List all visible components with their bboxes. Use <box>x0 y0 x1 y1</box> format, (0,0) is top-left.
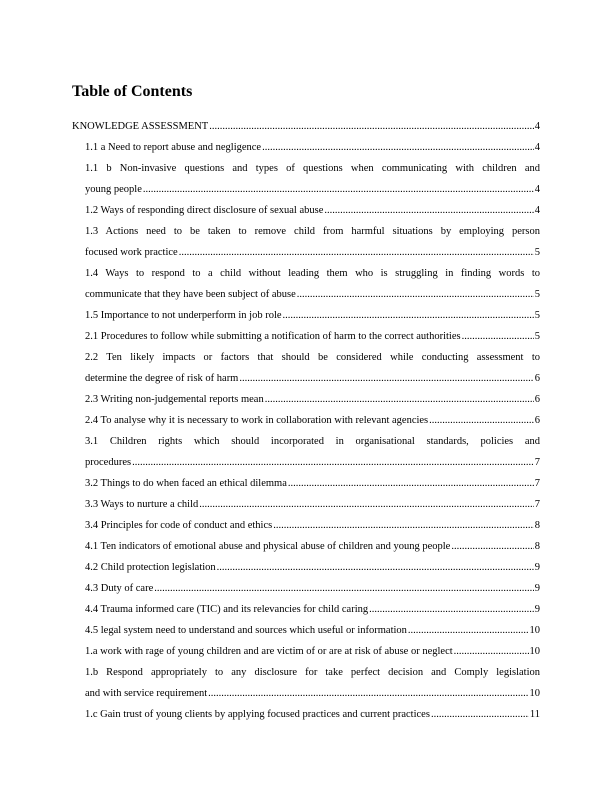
toc-entry[interactable] <box>72 536 540 557</box>
page <box>72 82 540 725</box>
toc-entry-page: 5 <box>534 289 540 300</box>
toc-entry-page: 4 <box>534 142 540 153</box>
toc-entry-page: 4 <box>534 121 540 132</box>
toc-entry-text: 1.a work with rage of young children and are victim of or are at risk of abuse or neglect <box>85 646 453 657</box>
toc-entry-page: 8 <box>534 520 540 531</box>
toc-entry[interactable] <box>72 158 540 200</box>
toc-entry-text: 4.2 Child protection legislation <box>85 562 216 573</box>
dot-leader <box>408 620 529 641</box>
toc-entry[interactable] <box>72 431 540 473</box>
toc-entry-text: 4.4 Trauma informed care (TIC) and its relevancies for child caring <box>85 604 369 615</box>
toc-entry-page: 5 <box>534 247 540 258</box>
dot-leader <box>273 515 534 536</box>
dot-leader <box>265 389 534 410</box>
toc-entry-page: 10 <box>529 688 540 699</box>
toc-entry[interactable] <box>72 305 540 326</box>
toc-entry[interactable] <box>72 347 540 389</box>
toc-entry-page: 11 <box>529 709 540 720</box>
dot-leader <box>431 704 529 725</box>
toc-entry-text-line: 2.2 Ten likely impacts or factors that should be considered while conducting assessment to <box>85 352 540 363</box>
toc-entry-text: 2.1 Procedures to follow while submitting a notification of harm to the correct authorities <box>85 331 461 342</box>
toc-entry-text: 3.3 Ways to nurture a child <box>85 499 199 510</box>
toc-entry-text: 1.c Gain trust of young clients by applying focused practices and current practices <box>85 709 430 720</box>
toc-entry-text: KNOWLEDGE ASSESSMENT <box>72 121 209 132</box>
toc-list <box>72 116 540 725</box>
toc-entry-page: 6 <box>534 394 540 405</box>
toc-entry-page: 7 <box>534 478 540 489</box>
dot-leader <box>209 116 534 137</box>
dot-leader <box>208 683 528 704</box>
toc-entry-page: 7 <box>534 499 540 510</box>
toc-entry[interactable] <box>72 494 540 515</box>
toc-entry-page: 8 <box>534 541 540 552</box>
toc-entry-page: 4 <box>534 184 540 195</box>
toc-entry[interactable] <box>72 515 540 536</box>
toc-entry[interactable] <box>72 116 540 137</box>
toc-entry-text: determine the degree of risk of harm <box>85 373 239 384</box>
toc-entry[interactable] <box>72 557 540 578</box>
toc-entry-text-line: 1.3 Actions need to be taken to remove child from harmful situations by employing person <box>85 226 540 237</box>
toc-entry-text: 3.2 Things to do when faced an ethical dilemma <box>85 478 287 489</box>
toc-entry-text: focused work practice <box>85 247 178 258</box>
toc-entry[interactable] <box>72 599 540 620</box>
toc-entry[interactable] <box>72 578 540 599</box>
dot-leader <box>143 179 534 200</box>
dot-leader <box>451 536 533 557</box>
toc-entry-text: communicate that they have been subject of abuse <box>85 289 296 300</box>
dot-leader <box>454 641 529 662</box>
toc-entry-page: 4 <box>534 205 540 216</box>
toc-entry[interactable] <box>72 662 540 704</box>
toc-entry-page: 9 <box>534 604 540 615</box>
dot-leader <box>262 137 534 158</box>
dot-leader <box>239 368 533 389</box>
toc-entry-text-line: 1.1 b Non-invasive questions and types of questions when communicating with children and <box>85 163 540 174</box>
toc-entry-page: 9 <box>534 562 540 573</box>
dot-leader <box>132 452 534 473</box>
toc-entry-page: 6 <box>534 373 540 384</box>
toc-entry-page: 10 <box>529 625 540 636</box>
dot-leader <box>283 305 534 326</box>
toc-entry[interactable] <box>72 326 540 347</box>
toc-entry-text: young people <box>85 184 142 195</box>
toc-entry-text: 3.4 Principles for code of conduct and ethics <box>85 520 273 531</box>
toc-entry-text: 4.1 Ten indicators of emotional abuse and physical abuse of children and young people <box>85 541 451 552</box>
toc-entry-page: 6 <box>534 415 540 426</box>
toc-entry[interactable] <box>72 200 540 221</box>
dot-leader <box>324 200 533 221</box>
toc-entry-text: 1.5 Importance to not underperform in job role <box>85 310 282 321</box>
toc-entry[interactable] <box>72 410 540 431</box>
dot-leader <box>154 578 534 599</box>
toc-entry-text: procedures <box>85 457 132 468</box>
dot-leader <box>217 557 534 578</box>
toc-entry[interactable] <box>72 221 540 263</box>
toc-entry-page: 5 <box>534 331 540 342</box>
toc-entry-text: 2.4 To analyse why it is necessary to work in collaboration with relevant agencies <box>85 415 429 426</box>
toc-entry[interactable] <box>72 473 540 494</box>
toc-entry-page: 9 <box>534 583 540 594</box>
toc-entry-text: 1.1 a Need to report abuse and negligence <box>85 142 262 153</box>
toc-entry-text: and with service requirement <box>85 688 208 699</box>
toc-entry-text: 4.3 Duty of care <box>85 583 154 594</box>
toc-entry-text: 4.5 legal system need to understand and sources which useful or information <box>85 625 407 636</box>
dot-leader <box>199 494 533 515</box>
toc-entry[interactable] <box>72 263 540 305</box>
dot-leader <box>462 326 534 347</box>
toc-entry-page: 5 <box>534 310 540 321</box>
toc-entry[interactable] <box>72 641 540 662</box>
toc-entry[interactable] <box>72 389 540 410</box>
dot-leader <box>429 410 534 431</box>
toc-entry-text-line: 1.4 Ways to respond to a child without leading them who is struggling in finding words to <box>85 268 540 279</box>
toc-entry-text-line: 1.b Respond appropriately to any disclosure for take perfect decision and Comply legislation <box>85 667 540 678</box>
dot-leader <box>369 599 534 620</box>
toc-title: Table of Contents <box>72 83 193 100</box>
dot-leader <box>288 473 534 494</box>
toc-entry-text: 1.2 Ways of responding direct disclosure of sexual abuse <box>85 205 324 216</box>
toc-entry[interactable] <box>72 704 540 725</box>
toc-entry-text-line: 3.1 Children rights which should incorporated in organisational standards, policies and <box>85 436 540 447</box>
toc-entry[interactable] <box>72 137 540 158</box>
toc-entry-text: 2.3 Writing non-judgemental reports mean <box>85 394 264 405</box>
toc-entry[interactable] <box>72 620 540 641</box>
dot-leader <box>297 284 534 305</box>
toc-entry-page: 10 <box>529 646 540 657</box>
dot-leader <box>179 242 534 263</box>
toc-entry-page: 7 <box>534 457 540 468</box>
